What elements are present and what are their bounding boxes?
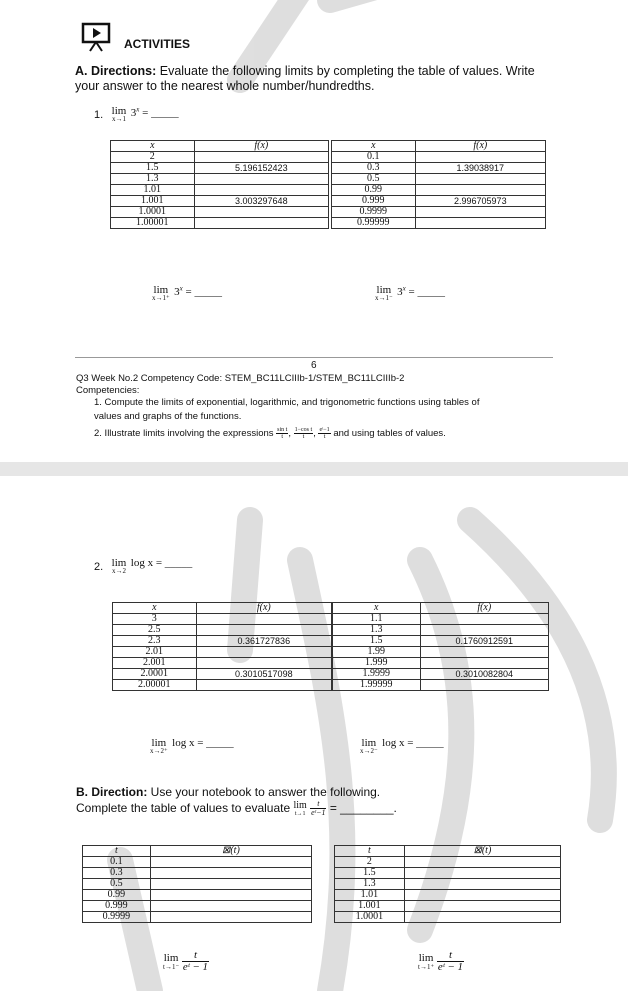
table-row [333, 680, 549, 691]
cell-ft [150, 868, 311, 879]
table-row [113, 636, 332, 647]
cell-x: 0.99 [332, 185, 416, 196]
footer-item2a: 2. Illustrate limits involving the expressions [94, 428, 274, 440]
q1-number: 1. [94, 109, 104, 121]
q1-eq: = _____ [142, 106, 179, 119]
q1-lim-left-eq: = _____ [408, 285, 445, 298]
q2-lim-left-lim: lim [361, 737, 377, 749]
q1-expr: 3 [130, 106, 137, 119]
q2-left-header-fx: f(x) [196, 603, 331, 614]
cell-x: 0.5 [332, 174, 416, 185]
cell-fx [194, 207, 328, 218]
table-row [332, 174, 546, 185]
q2-sub: x→2 [111, 567, 126, 575]
cell-fx [196, 647, 331, 658]
table-row [111, 163, 329, 174]
cell-fx [196, 680, 331, 691]
q1-lim-right-sub: x→1⁺ [152, 294, 170, 302]
cell-t: 1.001 [335, 901, 405, 912]
directions-a-text2: your answer to the nearest whole number/hundredths. [75, 79, 375, 93]
q1-lim-left-exp: x [402, 284, 406, 292]
cell-ft [404, 857, 560, 868]
footer-expr3-num: eᵗ−1 [319, 427, 330, 433]
table-row [335, 912, 561, 923]
b-right-header-ft: ⊠(t) [404, 846, 560, 857]
q1-lim-right-eq: = _____ [185, 285, 222, 298]
footer-expr2-num: 1−cos t [294, 427, 313, 433]
q1-lim-left-expr: 3 [397, 285, 403, 298]
cell-x: 0.999 [332, 196, 416, 207]
q2-lim-right-expr: log x [172, 737, 195, 749]
q2-lim-right-eq: = _____ [197, 737, 234, 749]
footer-expr1-num: sin t [277, 427, 288, 433]
q1-left-header-x: x [111, 141, 195, 152]
cell-x: 1.5 [111, 163, 195, 174]
table-row [332, 207, 546, 218]
q2-left-header-x: x [113, 603, 197, 614]
table-row [111, 207, 329, 218]
cell-x: 1.99999 [333, 680, 421, 691]
cell-x: 2.5 [113, 625, 197, 636]
directions-a-label: A. Directions: [75, 64, 157, 78]
b-lim-right-num: t [437, 950, 464, 962]
cell-x: 0.3 [332, 163, 416, 174]
footer-item1a: 1. Compute the limits of exponential, logarithmic, and trigonometric functions using tables of [94, 397, 480, 408]
q1-right-table [331, 140, 546, 229]
b-left-header-ft: ⊠(t) [150, 846, 311, 857]
q2-lim-left-eq: = _____ [407, 737, 444, 749]
q2-lim-right [150, 737, 234, 755]
cell-x: 1.0001 [111, 207, 195, 218]
cell-fx [194, 152, 328, 163]
b-lim-right-sub: t→1⁺ [418, 962, 435, 971]
cell-ft [404, 879, 560, 890]
cell-fx: 0.3010517098 [196, 669, 331, 680]
directions-b-num: t [310, 800, 326, 809]
table-row [332, 196, 546, 207]
cell-x: 1.999 [333, 658, 421, 669]
cell-x: 0.1 [332, 152, 416, 163]
footer-expr1-den: t [281, 434, 284, 440]
table-row [335, 879, 561, 890]
table-row [332, 218, 546, 229]
directions-b-eq: = ________. [329, 801, 397, 815]
q1-exp: x [136, 105, 140, 113]
table-row [333, 658, 549, 669]
cell-x: 1.00001 [111, 218, 195, 229]
footer-divider [75, 357, 553, 358]
table-row [113, 614, 332, 625]
cell-fx [194, 185, 328, 196]
cell-fx [420, 625, 548, 636]
cell-x: 2.00001 [113, 680, 197, 691]
cell-fx: 1.39038917 [415, 163, 545, 174]
directions-b [76, 784, 576, 817]
directions-a [75, 64, 575, 94]
cell-x: 2 [111, 152, 195, 163]
cell-ft [150, 912, 311, 923]
table-row [111, 218, 329, 229]
footer-item1b: values and graphs of the functions. [94, 411, 242, 422]
cell-fx [415, 185, 545, 196]
cell-fx [420, 614, 548, 625]
q1-lim-left-lim: lim [376, 284, 392, 296]
q1-right-header-fx: f(x) [415, 141, 545, 152]
table-row [83, 879, 312, 890]
cell-t: 0.99 [83, 890, 151, 901]
cell-t: 0.999 [83, 901, 151, 912]
table-row [333, 614, 549, 625]
cell-t: 1.0001 [335, 912, 405, 923]
table-row [83, 857, 312, 868]
cell-fx [196, 658, 331, 669]
table-row [333, 669, 549, 680]
cell-ft [404, 890, 560, 901]
cell-x: 2.0001 [113, 669, 197, 680]
table-row [335, 868, 561, 879]
q1-lim-right-expr: 3 [174, 285, 180, 298]
directions-b-lim: lim [293, 799, 307, 811]
q2-right-header-x: x [333, 603, 421, 614]
footer-block [76, 373, 576, 440]
q1-lim-right-lim: lim [153, 284, 169, 296]
cell-x: 0.99999 [332, 218, 416, 229]
b-lim-right [418, 950, 464, 973]
table-row [83, 890, 312, 901]
table-row [332, 163, 546, 174]
directions-b-den: eᵗ−1 [311, 808, 326, 818]
cell-t: 0.5 [83, 879, 151, 890]
table-row [83, 912, 312, 923]
q2-lim-right-lim: lim [151, 737, 167, 749]
cell-t: 0.9999 [83, 912, 151, 923]
q1-lim-left [375, 284, 445, 302]
b-lim-left-num: t [182, 950, 209, 962]
footer-competencies: Competencies: [76, 385, 140, 396]
table-row [113, 647, 332, 658]
q2-left-table [112, 602, 332, 691]
cell-t: 0.3 [83, 868, 151, 879]
table-row [332, 152, 546, 163]
q2-number: 2. [94, 561, 104, 573]
cell-x: 1.9999 [333, 669, 421, 680]
cell-fx: 3.003297648 [194, 196, 328, 207]
q2-right-table [332, 602, 549, 691]
b-lim-right-den: eᵗ − 1 [437, 961, 464, 973]
cell-x: 1.5 [333, 636, 421, 647]
table-row [333, 636, 549, 647]
cell-fx [415, 218, 545, 229]
table-row [113, 669, 332, 680]
cell-fx [194, 218, 328, 229]
cell-fx [415, 152, 545, 163]
footer-expr2-den: t [302, 434, 305, 440]
q2-right-header-fx: f(x) [420, 603, 548, 614]
b-right-table [334, 845, 561, 923]
b-lim-right-lim: lim [418, 951, 434, 964]
table-row [333, 625, 549, 636]
q2-lim: lim [111, 557, 127, 569]
cell-ft [150, 901, 311, 912]
table-row [83, 868, 312, 879]
cell-t: 1.3 [335, 879, 405, 890]
cell-x: 1.99 [333, 647, 421, 658]
cell-ft [150, 890, 311, 901]
table-row [333, 647, 549, 658]
table-row [111, 185, 329, 196]
cell-x: 1.3 [333, 625, 421, 636]
footer-item2b: and using tables of values. [333, 428, 446, 440]
q2-expr: log x [130, 557, 154, 569]
cell-x: 1.1 [333, 614, 421, 625]
q2-lim-right-sub: x→2⁺ [150, 747, 168, 755]
table-row [113, 625, 332, 636]
b-left-table [82, 845, 312, 923]
table-row [332, 185, 546, 196]
page-separator [0, 462, 628, 476]
table-row [113, 658, 332, 669]
q1-lim-right-exp: x [179, 284, 183, 292]
cell-fx [420, 680, 548, 691]
table-row [83, 901, 312, 912]
page-number: 6 [311, 360, 317, 371]
table-row [335, 857, 561, 868]
directions-a-text: Evaluate the following limits by completing the table of values. Write [156, 64, 535, 78]
q2-lim-left [360, 737, 444, 755]
cell-fx: 0.361727836 [196, 636, 331, 647]
directions-b-label: B. Direction: [76, 785, 148, 799]
b-lim-left [163, 950, 209, 973]
q1-left-header-fx: f(x) [194, 141, 328, 152]
directions-b-text2: Complete the table of values to evaluate [76, 801, 291, 815]
footer-code: Q3 Week No.2 Competency Code: STEM_BC11LCIIIb-1/STEM_BC11LCIIIb-2 [76, 373, 405, 384]
cell-x: 2.001 [113, 658, 197, 669]
cell-fx [420, 658, 548, 669]
cell-x: 2.3 [113, 636, 197, 647]
cell-fx: 2.996705973 [415, 196, 545, 207]
b-lim-left-den: eᵗ − 1 [182, 961, 209, 973]
cell-x: 1.3 [111, 174, 195, 185]
cell-fx [415, 174, 545, 185]
q2-statement [94, 557, 192, 575]
b-left-header-t: t [83, 846, 151, 857]
cell-fx [415, 207, 545, 218]
q1-sub: x→1 [111, 115, 126, 123]
cell-ft [404, 912, 560, 923]
table-row [111, 196, 329, 207]
cell-x: 0.9999 [332, 207, 416, 218]
b-right-header-t: t [335, 846, 405, 857]
q2-lim-left-expr: log x [382, 737, 405, 749]
q1-lim-left-sub: x→1⁻ [375, 294, 393, 302]
table-row [111, 174, 329, 185]
q2-eq: = _____ [155, 557, 193, 569]
footer-expr3-den: t [323, 434, 326, 440]
presentation-icon [80, 22, 114, 57]
cell-ft [150, 879, 311, 890]
table-row [335, 901, 561, 912]
activities-title: ACTIVITIES [124, 37, 191, 51]
q1-right-header-x: x [332, 141, 416, 152]
b-lim-left-sub: t→1⁻ [163, 962, 180, 971]
cell-fx [196, 614, 331, 625]
directions-b-text: Use your notebook to answer the following. [147, 785, 381, 799]
table-row [335, 890, 561, 901]
cell-fx [194, 174, 328, 185]
cell-fx [196, 625, 331, 636]
q1-lim-right [152, 284, 222, 302]
cell-t: 2 [335, 857, 405, 868]
cell-t: 0.1 [83, 857, 151, 868]
cell-t: 1.01 [335, 890, 405, 901]
directions-b-sub: t→1 [294, 810, 306, 817]
cell-x: 3 [113, 614, 197, 625]
cell-ft [150, 857, 311, 868]
q1-left-table [110, 140, 329, 229]
table-row [113, 680, 332, 691]
cell-ft [404, 901, 560, 912]
b-lim-left-lim: lim [163, 951, 179, 964]
footer-item2: 2. Illustrate limits involving the expressions $\frac{\text{sin t}}{t}$ , $\frac{\text{1−cos t}}{t}$ , $\frac{\text{eᵗ−1}}{t}$ and using tables of values. [94, 427, 446, 440]
cell-fx: 0.3010082804 [420, 669, 548, 680]
cell-t: 1.5 [335, 868, 405, 879]
cell-fx [420, 647, 548, 658]
cell-x: 1.01 [111, 185, 195, 196]
cell-ft [404, 868, 560, 879]
cell-x: 2.01 [113, 647, 197, 658]
cell-x: 1.001 [111, 196, 195, 207]
q1-statement [94, 105, 179, 123]
cell-fx: 0.1760912591 [420, 636, 548, 647]
cell-fx: 5.196152423 [194, 163, 328, 174]
q2-lim-left-sub: x→2⁻ [360, 747, 378, 755]
q1-lim: lim [111, 105, 127, 117]
table-row [111, 152, 329, 163]
